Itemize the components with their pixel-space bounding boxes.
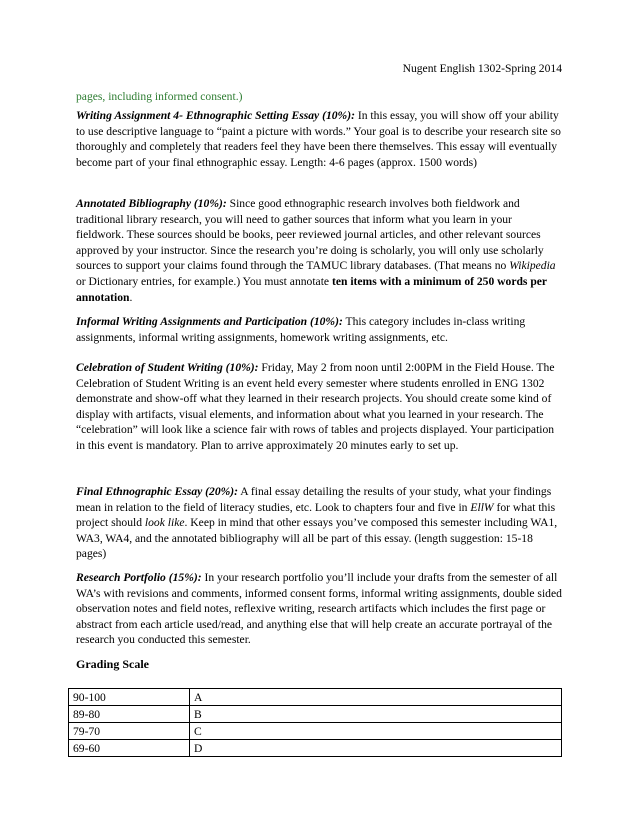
informal-title: Informal Writing Assignments and Participation (10%): [76, 315, 343, 328]
informal-text: This category includes in-class writing assignments, informal writing assignments, homework writing assignments, etc. [76, 315, 526, 344]
final-ellw: EllW [470, 500, 494, 514]
grade-range: 89-80 [69, 706, 190, 723]
celebration-paragraph [76, 360, 562, 454]
page-header: Nugent English 1302-Spring 2014 [402, 62, 562, 75]
annotated-title: Annotated Bibliography (10%): [76, 197, 227, 210]
final-text1: A final essay detailing the results of your study, what your findings mean in relation to the field of literacy studies, etc. Look to chapters four and five in [76, 485, 552, 514]
final-text2: for what this project should [76, 500, 556, 530]
portfolio-title: Research Portfolio (15%): [76, 571, 202, 584]
continuation-text: pages, including informed consent.) [76, 90, 243, 103]
table-row [69, 689, 562, 706]
annotated-text1: Since good ethnographic research involves both fieldwork and traditional library research, you will need to gather sources that inform what you learn in your fieldwork. These sources should be books, peer reviewed journal articles, and other relevant sources approved by your instructor. Since the research you’re doing is scholarly, you will only use scholarly sources to support your claims found through the TAMUC library databases. (That means no [76, 197, 544, 273]
final-title: Final Ethnographic Essay (20%): [76, 485, 239, 498]
annotated-wiki: Wikipedia [509, 259, 556, 273]
wa4-paragraph [76, 108, 562, 170]
celebration-text: Friday, May 2 from noon until 2:00PM in the Field House. The Celebration of Student Writing is an event held every semester where students enrolled in ENG 1302 demonstrate and show-off what they learned in their research projects. You should create some kind of display with artifacts, visual elements, and information about what you learned in your research. The “celebration” will look like a science fair with rows of tables and projects displayed. Your participation in this event is mandatory. Plan to arrive approximately 20 minutes early to set up. [76, 361, 555, 452]
annotated-text2: or Dictionary entries, for example.) You must annotate [76, 274, 332, 288]
final-paragraph [76, 484, 562, 562]
grading-scale-table [68, 688, 562, 757]
table-row [69, 706, 562, 723]
grade-range: 79-70 [69, 723, 190, 740]
grade-letter: C [190, 723, 562, 740]
grading-scale-title: Grading Scale [76, 657, 150, 671]
celebration-title: Celebration of Student Writing (10%): [76, 361, 259, 374]
grade-range: 90-100 [69, 689, 190, 706]
table-row [69, 740, 562, 757]
annotated-text3: . [129, 290, 133, 304]
portfolio-paragraph [76, 570, 562, 648]
grade-letter: D [190, 740, 562, 757]
annotated-bold: ten items with a minimum of 250 words per annotation [76, 274, 547, 304]
annotated-paragraph [76, 196, 562, 305]
grade-letter: B [190, 706, 562, 723]
final-looklike: look like [144, 516, 185, 530]
final-text3: . Keep in mind that other essays you’ve composed this semester including WA1, WA3, WA4, and the annotated bibliography will all be part of this essay. (length suggestion: 15-18 pages) [76, 516, 558, 561]
portfolio-text: In your research portfolio you’ll include your drafts from the semester of all WA’s with revisions and comments, informed consent forms, informal writing assignments, double sided observation notes and field notes, reflexive writing, research artifacts which includes the first page or abstract from each article used/read, and anything else that will help create an accurate portrayal of the research you conducted this semester. [76, 571, 562, 647]
grade-letter: A [190, 689, 562, 706]
informal-paragraph [76, 314, 562, 345]
wa4-title: Writing Assignment 4- Ethnographic Setting Essay (10%): [76, 109, 355, 122]
grade-range: 69-60 [69, 740, 190, 757]
table-row [69, 723, 562, 740]
wa4-text: In this essay, you will show off your ability to use descriptive language to “paint a picture with words.” Your goal is to describe your research site so thoroughly and completely that readers feel they have been there themselves. This essay will eventually become part of your final ethnographic essay. Length: 4-6 pages (approx. 1500 words) [76, 109, 561, 169]
